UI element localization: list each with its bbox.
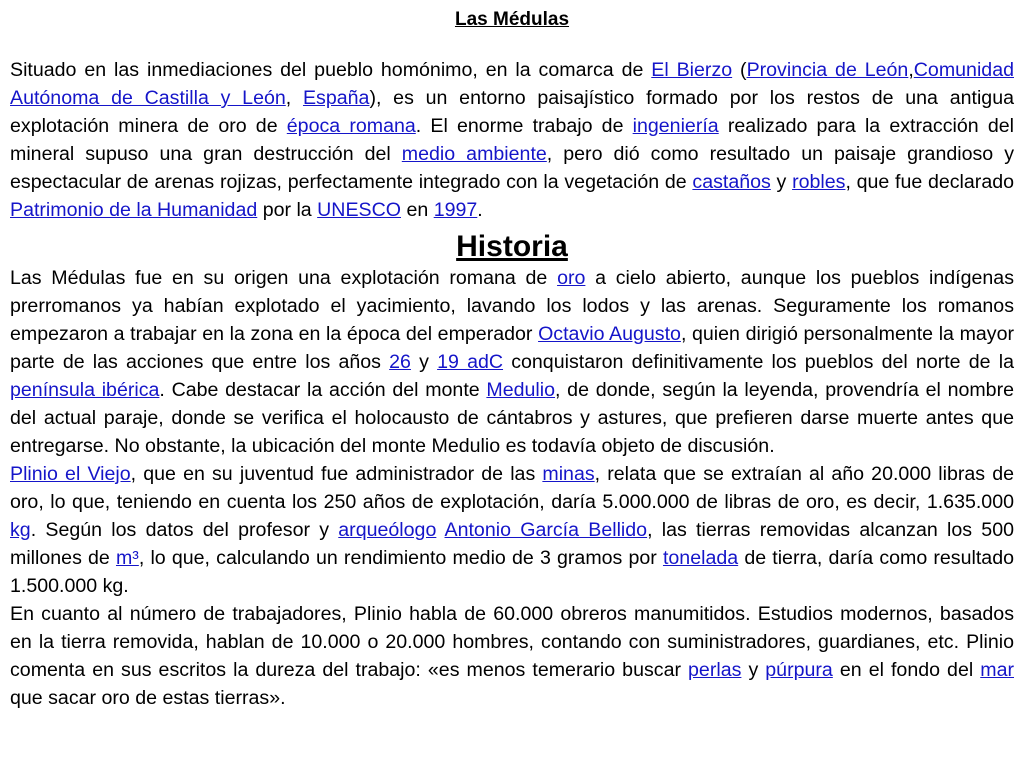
text-run: , relata que se extraían al año 20.000 libras de oro, lo que, teniendo en cuenta los 250 años de explotación, daría 5.000.000 de libras de oro, es decir, 1.635.000	[10, 463, 1014, 513]
text-run: , que fue declarado	[845, 171, 1015, 193]
document-page	[0, 9, 1024, 768]
text-run: , que en su juventud fue administrador de las	[130, 463, 543, 485]
link-ingenieria[interactable]: ingeniería	[632, 115, 719, 137]
link-patrimonio-humanidad[interactable]: Patrimonio de la Humanidad	[10, 199, 258, 221]
text-run: conquistaron definitivamente los pueblos del norte de la	[503, 351, 1014, 373]
link-espana[interactable]: España	[302, 87, 370, 109]
text-run: que sacar oro de estas tierras».	[10, 687, 286, 709]
link-medulio[interactable]: Medulio	[486, 379, 556, 401]
link-arqueologo[interactable]: arqueólogo	[338, 519, 437, 541]
link-kg[interactable]: kg	[10, 519, 31, 541]
link-castilla-y-leon[interactable]: Comunidad Autónoma de Castilla y León	[10, 59, 1014, 109]
text-run: . El enorme trabajo de	[415, 115, 633, 137]
text-run: y	[770, 171, 793, 193]
link-epoca-romana[interactable]: época romana	[286, 115, 416, 137]
link-octavio-augusto[interactable]: Octavio Augusto	[538, 323, 681, 345]
link-tonelada[interactable]: tonelada	[662, 547, 739, 569]
text-run: , de donde, según la leyenda, provendría el nombre del actual paraje, donde se verifica el holocausto de cántabros y astures, que prefieren darse muerte antes que entregarse. No obstante, la ubicación del monte Medulio es todavía objeto de discusión.	[10, 379, 1015, 457]
link-robles[interactable]: robles	[792, 171, 846, 193]
link-mar[interactable]: mar	[980, 659, 1014, 681]
text-run: ), es un entorno paisajístico formado por los restos de una antigua explotación minera de oro de	[10, 87, 1014, 137]
history-paragraph-3	[10, 600, 1014, 712]
text-run: En cuanto al número de trabajadores, Plinio habla de 60.000 obreros manumitidos. Estudios modernos, basados en la tierra removida, hablan de 10.000 o 20.000 hombres, contando con suministradores, guardianes, etc. Plinio comenta en sus escritos la dureza del trabajo: «es menos temerario buscar	[10, 603, 1014, 681]
link-minas[interactable]: minas	[542, 463, 595, 485]
intro-paragraph	[10, 56, 1014, 224]
text-run: .	[477, 199, 483, 221]
text-run: Las Médulas fue en su origen una explotación romana de	[10, 267, 558, 289]
text-run: , pero dió como resultado un paisaje grandioso y espectacular de arenas rojizas, perfectamente integrado con la vegetación de	[10, 143, 1015, 193]
text-run: en	[401, 199, 434, 221]
link-oro[interactable]: oro	[557, 267, 586, 289]
link-m3[interactable]: m³	[115, 547, 139, 569]
text-run: , quien dirigió personalmente la mayor parte de las acciones que entre los años	[10, 323, 1015, 373]
link-antonio-garcia-bellido[interactable]: Antonio García Bellido	[444, 519, 648, 541]
text-run: , lo que, calculando un rendimiento medio de 3 gramos por	[138, 547, 663, 569]
link-peninsula-iberica[interactable]: península ibérica	[10, 379, 160, 401]
link-castanos[interactable]: castaños	[692, 171, 771, 193]
link-el-bierzo[interactable]: El Bierzo	[651, 59, 733, 81]
text-run: ,	[908, 59, 914, 81]
link-unesco[interactable]: UNESCO	[317, 199, 401, 221]
link-medio-ambiente[interactable]: medio ambiente	[401, 143, 547, 165]
text-run: , las tierras removidas alcanzan los 500 millones de	[10, 519, 1014, 569]
text-run: (	[732, 59, 747, 81]
text-run: de tierra, daría como resultado 1.500.000 kg.	[10, 547, 1014, 597]
link-perlas[interactable]: perlas	[688, 659, 742, 681]
link-19-adc[interactable]: 19 adC	[437, 351, 504, 373]
link-1997[interactable]: 1997	[433, 199, 478, 221]
text-run: . Cabe destacar la acción del monte	[159, 379, 487, 401]
text-run: por la	[257, 199, 318, 221]
text-run	[436, 519, 444, 541]
text-run: realizado para la extracción del mineral supuso una gran destrucción del	[10, 115, 1014, 165]
history-paragraph-1	[10, 264, 1014, 460]
text-run: Situado en las inmediaciones del pueblo homónimo, en la comarca de	[10, 59, 652, 81]
link-plinio-el-viejo[interactable]: Plinio el Viejo	[10, 463, 131, 485]
page-title: Las Médulas	[454, 9, 570, 30]
link-26[interactable]: 26	[389, 351, 411, 373]
text-run: . Según los datos del profesor y	[30, 519, 339, 541]
history-paragraph-2	[10, 460, 1014, 600]
text-run: en el fondo del	[832, 659, 981, 681]
text-run: y	[741, 659, 766, 681]
link-provincia-de-leon[interactable]: Provincia de León	[746, 59, 909, 81]
section-heading-historia: Historia	[456, 230, 568, 263]
text-run: a cielo abierto, aunque los pueblos indígenas prerromanos ya habían explotado el yacimiento, lavando los lodos y las arenas. Seguramente los romanos empezaron a trabajar en la zona en la época del emperador	[10, 267, 1014, 345]
text-run: y	[410, 351, 438, 373]
text-run: ,	[285, 87, 303, 109]
link-purpura[interactable]: púrpura	[765, 659, 833, 681]
